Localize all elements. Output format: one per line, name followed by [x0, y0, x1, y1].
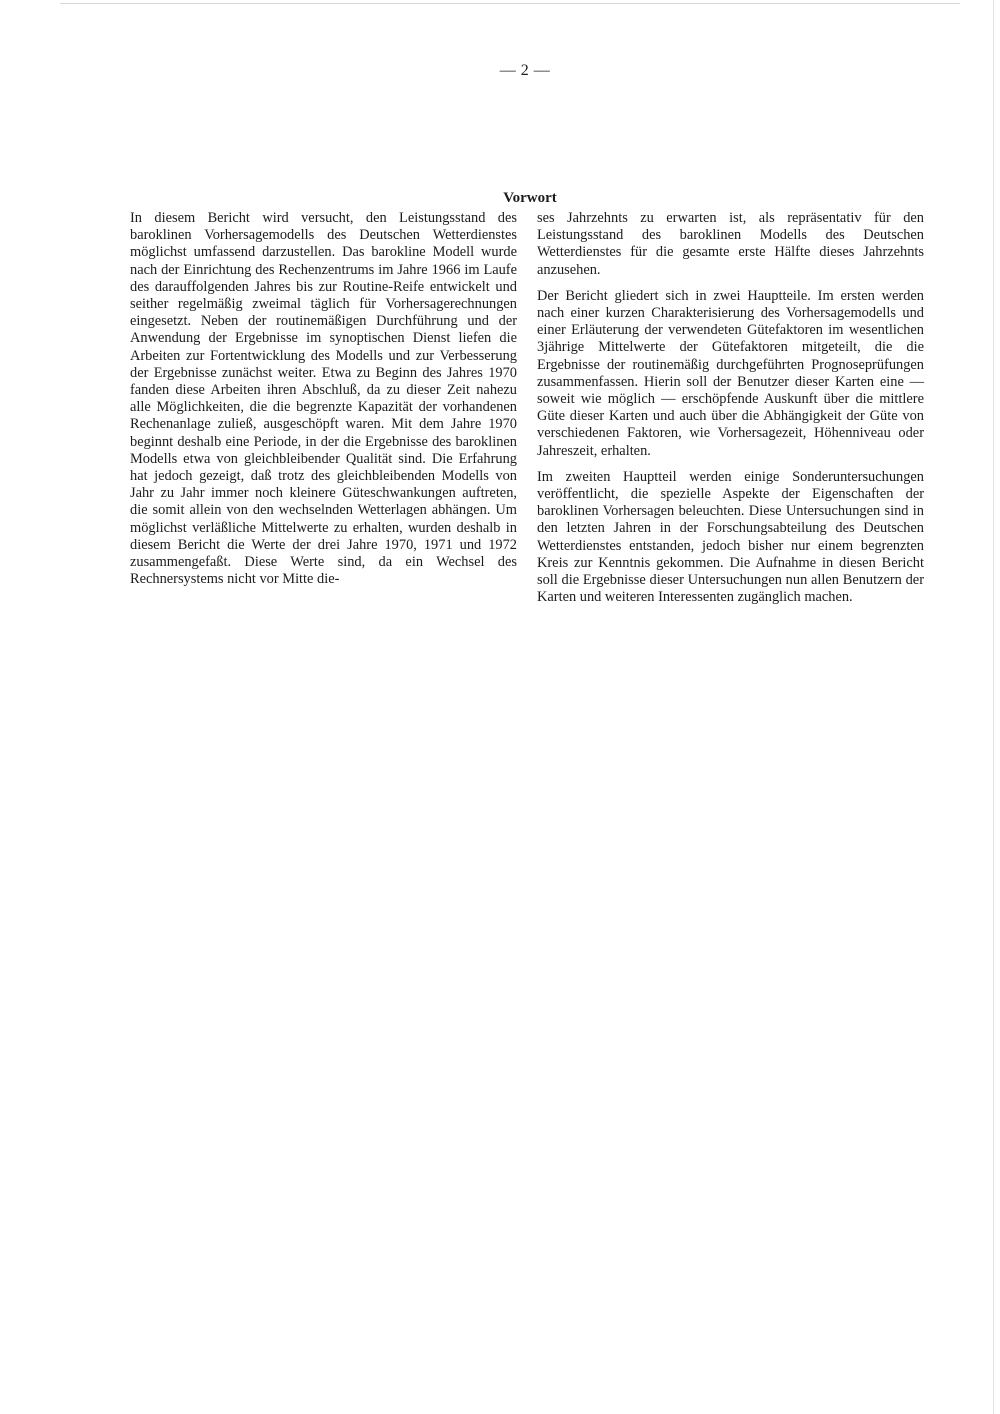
- section-title: Vorwort: [503, 190, 557, 206]
- paragraph: ses Jahrzehnts zu erwarten ist, als repräsentativ für den Leistungsstand des baroklinen Modells des Deutschen Wetterdienstes für die gesamte erste Hälfte dieses Jahrzehnts anzusehen.: [537, 210, 924, 278]
- paragraph: Im zweiten Hauptteil werden einige Sonderuntersuchungen veröffentlicht, die spezielle Aspekte der Eigenschaften der baroklinen Vorhersagen beleuchten. Diese Untersuchungen sind in den letzten Jahren in der Forschungsabteilung des Deutschen Wetterdienstes entstanden, jedoch bisher nur einem begrenzten Kreis zur Kenntnis gekommen. Die Aufnahme in diesen Bericht soll die Ergebnisse dieser Untersuchungen nun allen Benutzern der Karten und weiteren Interessenten zugänglich machen.: [537, 468, 924, 606]
- paragraph: Der Bericht gliedert sich in zwei Hauptteile. Im ersten werden nach einer kurzen Charakterisierung des Vorhersagemodells und einer Erläuterung der verwendeten Gütefaktoren im wesentlichen 3jährige Mittelwerte der Gütefaktoren mitgeteilt, die die Ergebnisse der routinemäßig durchgeführten Prognoseprüfungen zusammenfassen. Hierin soll der Benutzer dieser Karten eine — soweit wie möglich — erschöpfende Auskunft über die mittlere Güte dieser Karten und auch über die Abhängigkeit der Güte von verschiedenen Faktoren, wie Vorhersagezeit, Höhenniveau oder Jahreszeit, erhalten.: [537, 287, 924, 459]
- page-number: — 2 —: [499, 62, 551, 79]
- scan-edge-top: [60, 3, 960, 4]
- right-column: [537, 210, 924, 606]
- scan-edge-right: [993, 0, 994, 1414]
- paragraph: In diesem Bericht wird versucht, den Leistungsstand des baroklinen Vorhersagemodells des Deutschen Wetterdienstes möglichst umfassend darzustellen. Das barokline Modell wurde nach der Einrichtung des Rechenzentrums im Jahre 1966 im Laufe des darauffolgenden Jahres bis zur Routine-Reife entwickelt und seither regelmäßig zweimal täglich für Vorhersagerechnungen eingesetzt. Neben der routinemäßigen Durchführung und der Anwendung der Ergebnisse im synoptischen Dienst liefen die Arbeiten zur Fortentwicklung des Modells und zur Verbesserung der Ergebnisse zunächst weiter. Etwa zu Beginn des Jahres 1970 fanden diese Arbeiten ihren Abschluß, da zu dieser Zeit nahezu alle Möglichkeiten, die die begrenzte Kapazität der vorhandenen Rechenanlage zuließ, ausgeschöpft waren. Mit dem Jahre 1970 beginnt deshalb eine Periode, in der die Ergebnisse des baroklinen Modells etwa von gleichbleibender Qualität sind. Die Erfahrung hat jedoch gezeigt, daß trotz des gleichbleibenden Modells von Jahr zu Jahr immer noch kleinere Güteschwankungen auftreten, die somit allein von den wechselnden Wetterlagen abhängen. Um möglichst verläßliche Mittelwerte zu erhalten, wurden deshalb in diesem Bericht die Werte der drei Jahre 1970, 1971 und 1972 zusammengefaßt. Diese Werte sind, da ein Wechsel des Rechnersystems nicht vor Mitte die-: [130, 210, 517, 588]
- left-column: [130, 210, 517, 588]
